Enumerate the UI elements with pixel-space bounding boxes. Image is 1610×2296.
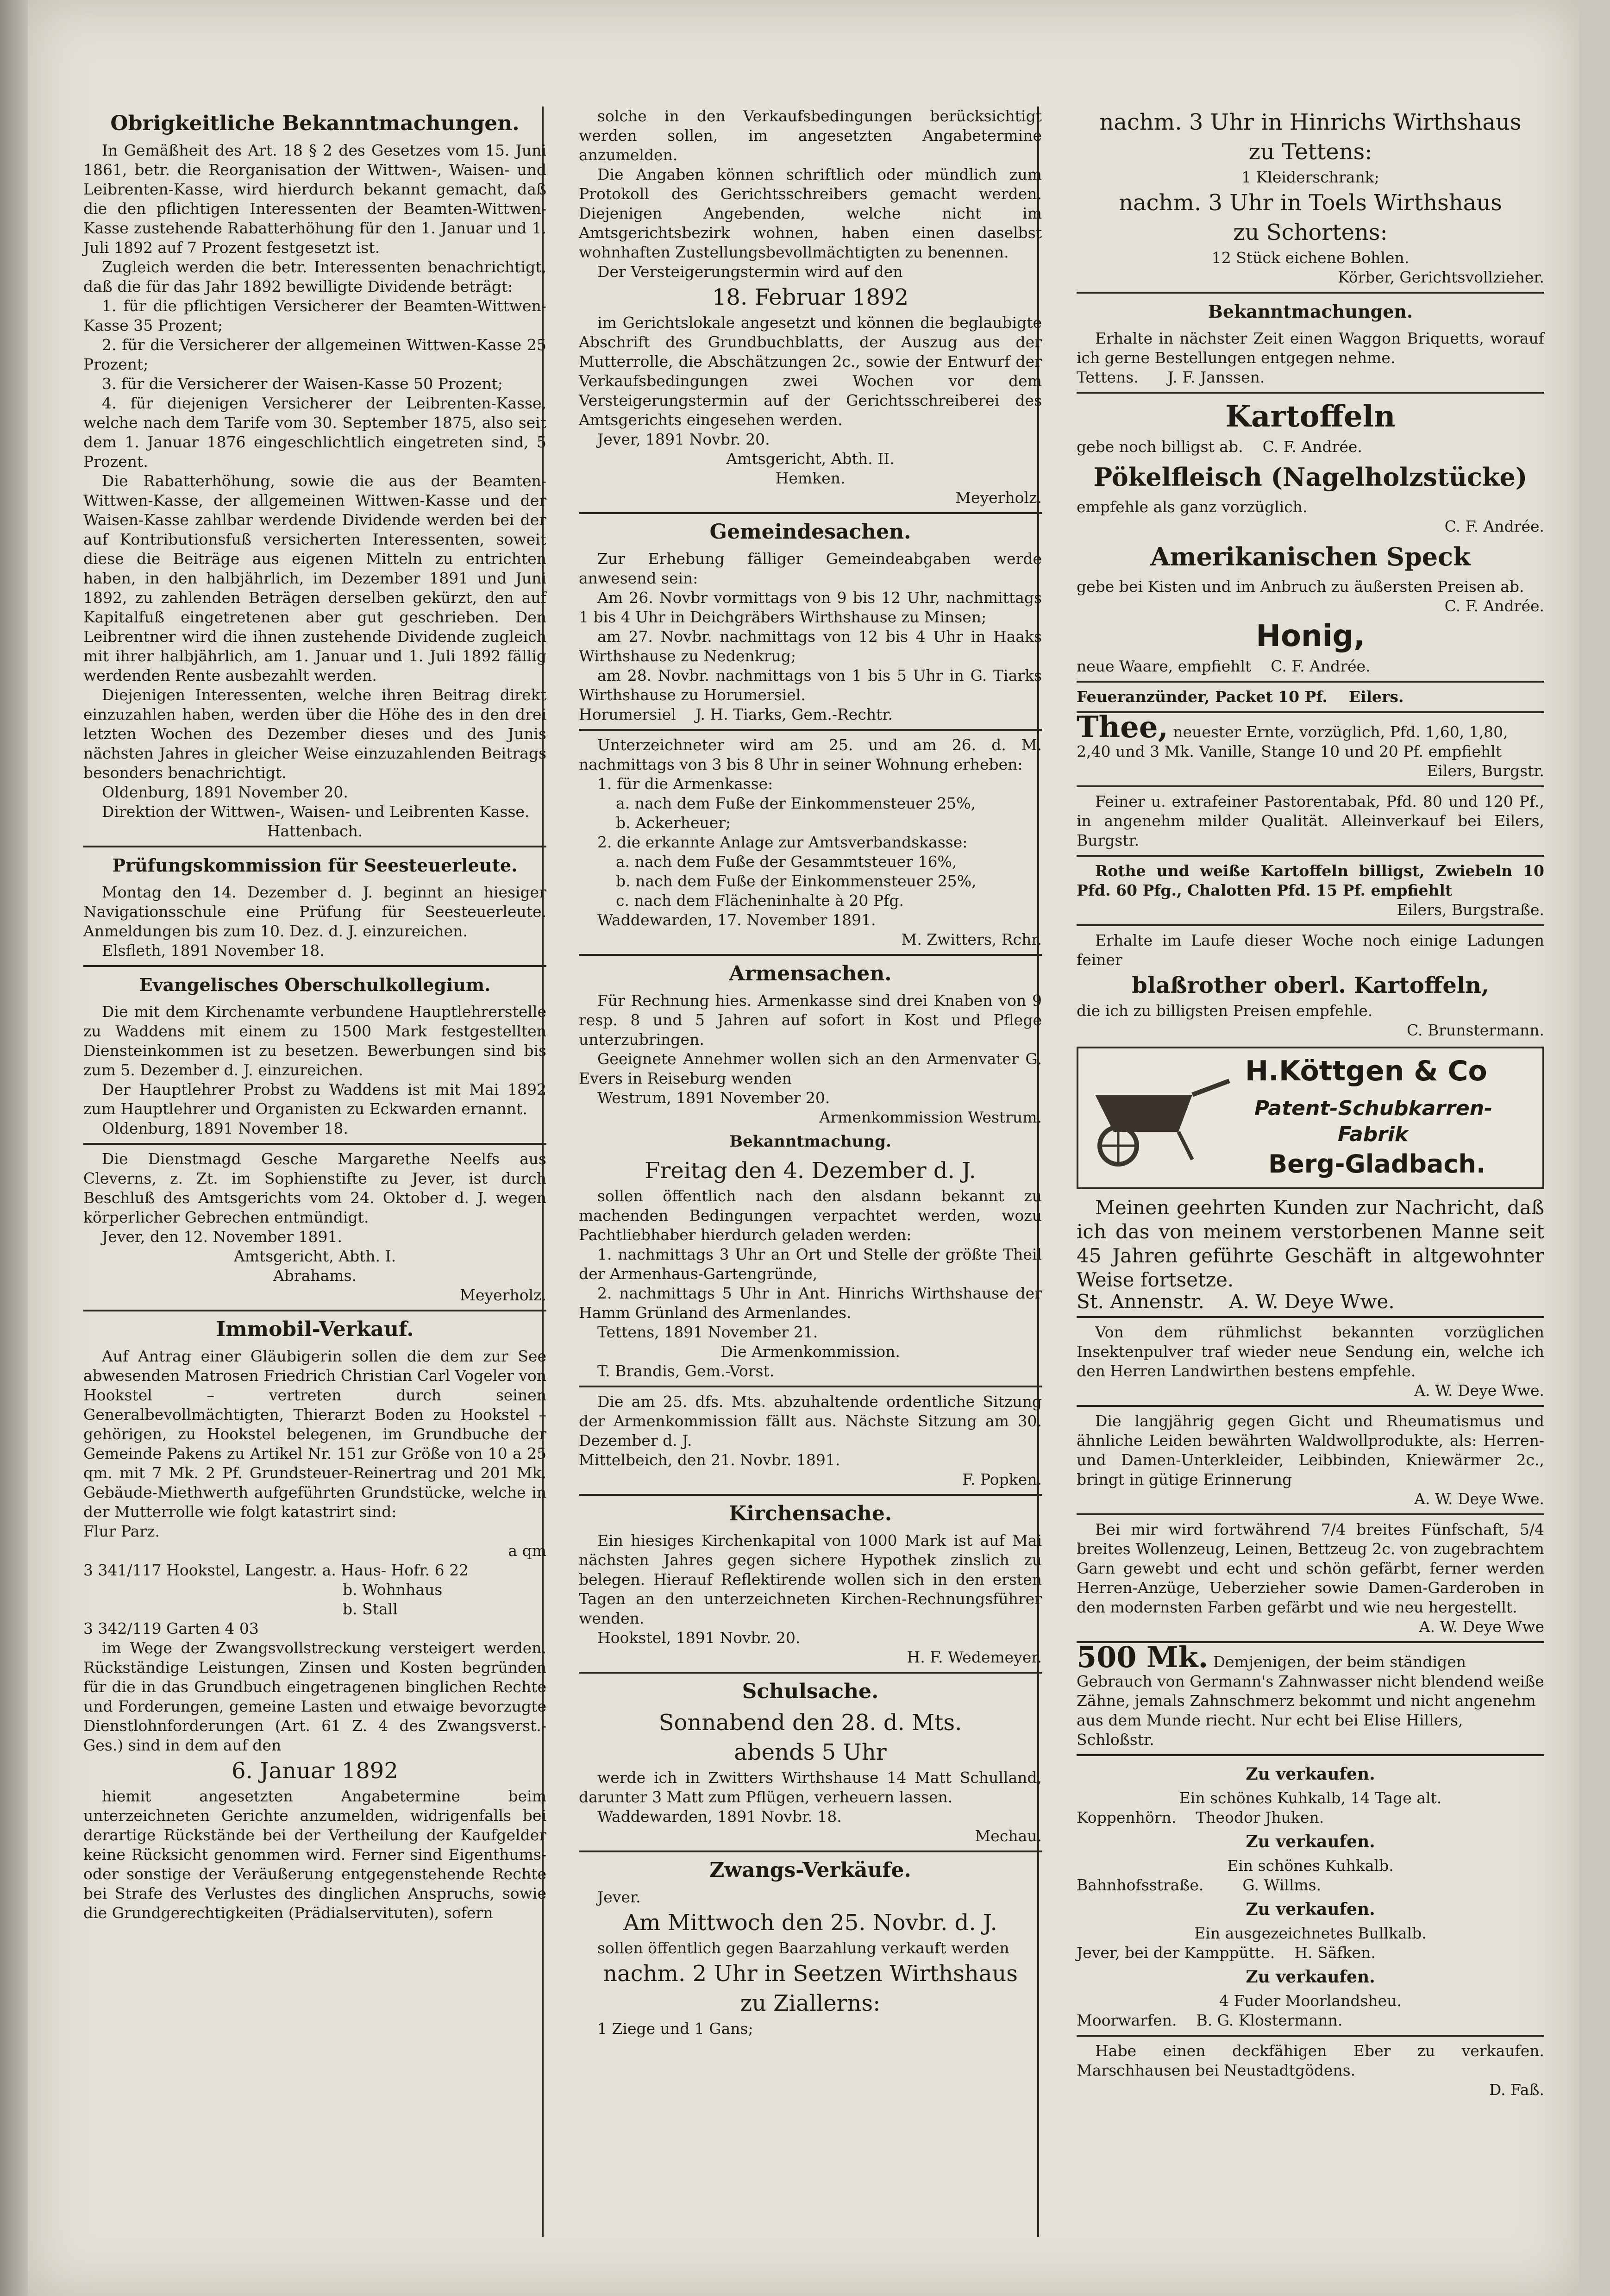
ad-signer: G. Willms. xyxy=(1242,1876,1322,1894)
ad-signer: Eilers, Burgstraße. xyxy=(1397,901,1544,919)
notice-place-large: zu Tettens: xyxy=(1248,139,1372,165)
notice-item: b. Ackerheuer; xyxy=(616,814,731,832)
ad-text xyxy=(1077,710,1544,761)
ad-signer: Theodor Jhuken. xyxy=(1196,1808,1324,1826)
notice-signature: Mechau. xyxy=(975,1827,1042,1845)
ad-text: 4 Fuder Moorlandsheu. xyxy=(1219,1992,1402,2010)
notice-item: 2. die erkannte Anlage zur Amtsverbandskasse: xyxy=(597,833,968,851)
notice-item: 2. für die Versicherer der allgemeinen Wittwen-Kasse 25 Prozent; xyxy=(83,336,546,373)
notice-text: Auf Antrag einer Gläubigerin sollen die dem zur See abwesenden Matrosen Friedrich Christian Carl Vogeler von Hookstel – vertreten durch seinen Generalbevollmächtigten, Thierarzt Boden zu Hookstel – gehörigen, zu Hookstel belegenen, im Grundbuche der Gemeinde Pakens zu Artikel Nr. 151 zur Größe von 10 a 25 qm. mit 7 Mk. 2 Pf. Grundsteuer-Reinertrag und 201 Mk. Gebäude-Miethwerth aufgeführten Grundstücke, welche in der Mutterrolle wie folgt katastrirt sind: xyxy=(83,1347,546,1521)
divider xyxy=(579,729,1042,731)
notice-item: 1. nachmittags 3 Uhr an Ort und Stelle der größte Theil der Armenhaus-Gartengründe, xyxy=(579,1245,1042,1283)
ad-text: Ein schönes Kuhkalb, 14 Tage alt. xyxy=(1179,1789,1442,1807)
table-header: Flur Parz. xyxy=(83,1522,160,1540)
ad-place: Bahnhofsstraße. xyxy=(1077,1876,1204,1894)
section-title: Schulsache. xyxy=(742,1680,879,1703)
ad-title-thee: Thee, xyxy=(1077,710,1168,745)
notice-signature: Körber, Gerichtsvollzieher. xyxy=(1338,268,1544,286)
section-title: Zu verkaufen. xyxy=(1246,1900,1375,1919)
divider xyxy=(1077,1316,1544,1318)
ad-signer: Eilers. xyxy=(1348,688,1404,706)
notice-text: solche in den Verkaufsbedingungen berücksichtigt werden sollen, im angesetzten Angabetermine anzumelden. xyxy=(579,107,1042,164)
notice-time-large: nachm. 2 Uhr in Seetzen Wirthshaus xyxy=(603,1961,1018,1987)
notice-date: Westrum, 1891 November 20. xyxy=(597,1089,830,1107)
notice-text: Ein hiesiges Kirchenkapital von 1000 Mark ist auf Mai nächsten Jahres gegen sichere Hypothek zinslich zu belegen. Hierauf Reflektirende wollen sich in den ersten Tagen an den unterzeichneten Kirchen-Rechnungsführer wenden. xyxy=(579,1531,1042,1627)
ad-text: Von dem rühmlichst bekannten vorzüglichen Insektenpulver traf wieder neue Sendung ein, welche ich den Herren Landwirthen bestens empfehle. xyxy=(1077,1323,1544,1380)
ad-signer: C. Brunstermann. xyxy=(1406,1021,1544,1039)
logo-line: Fabrik xyxy=(1338,1123,1409,1146)
ad-text-part: neue Waare, empfiehlt xyxy=(1077,657,1252,675)
notice-item: 2. nachmittags 5 Uhr in Ant. Hinrichs Wirthshause der Hamm Grünland des Armenlandes. xyxy=(579,1284,1042,1322)
notice-text: Zur Erhebung fälliger Gemeindeabgaben werde anwesend sein: xyxy=(579,550,1042,587)
divider xyxy=(1077,855,1544,857)
notice-org: Armenkommission Westrum. xyxy=(819,1108,1042,1126)
notice-date: Jever, den 12. November 1891. xyxy=(102,1228,343,1246)
ad-text: Feiner u. extrafeiner Pastorentabak, Pfd. 80 und 120 Pf., in angenehm milder Qualität. Alleinverkauf bei Eilers, Burgstr. xyxy=(1077,792,1544,849)
ad-place: Moorwarfen. xyxy=(1077,2011,1177,2029)
section-title: Bekanntmachung. xyxy=(729,1132,891,1151)
ad-text-part: neuester Ernte, vorzüglich, Pfd. 1,60, 1,80, 2,40 und 3 Mk. Vanille, Stange 10 und 20 Pf. empfiehlt xyxy=(1077,723,1508,760)
notice-date-large: 18. Februar 1892 xyxy=(712,284,909,310)
notice-signature: Abrahams. xyxy=(273,1267,357,1285)
divider xyxy=(1077,1513,1544,1515)
notice-text: In Gemäßheit des Art. 18 § 2 des Gesetzes vom 15. Juni 1861, betr. die Reorganisation der Wittwen-, Waisen- und Leibrenten-Kasse, wird hierdurch bekannt gemacht, daß die den pflichtigen Interessenten der Beamten-Wittwen-Kasse zustehende Rabatterhöhung für den 1. Januar und 1. Juli 1892 auf 7 Prozent festgesetzt ist. xyxy=(83,141,546,257)
ad-title-poekelfleisch: Pökelfleisch (Nagelholzstücke) xyxy=(1093,462,1528,492)
ad-title-kartoffeln-2: blaßrother oberl. Kartoffeln, xyxy=(1132,972,1489,998)
ad-place: Koppenhörn. xyxy=(1077,1808,1177,1826)
ad-title-honig: Honig, xyxy=(1256,619,1365,653)
divider xyxy=(579,1386,1042,1387)
notice-signature: T. Brandis, Gem.-Vorst. xyxy=(597,1362,775,1380)
notice-text: am 28. Novbr. nachmittags von 1 bis 5 Uhr in G. Tiarks Wirthshause zu Horumersiel. xyxy=(579,666,1042,704)
notice-place-large: zu Schortens: xyxy=(1233,220,1388,245)
notice-signature: Meyerholz. xyxy=(460,1286,546,1304)
notice-time-large: nachm. 3 Uhr in Toels Wirthshaus xyxy=(1119,190,1502,216)
section-title: Zu verkaufen. xyxy=(1246,1967,1375,1987)
ad-place: Tettens. xyxy=(1077,368,1139,386)
notice-text: werde ich in Zwitters Wirthshause 14 Matt Schulland, darunter 3 Matt zum Pflügen, verheuern lassen. xyxy=(579,1769,1042,1806)
logo-line: Patent-Schubkarren- xyxy=(1254,1097,1493,1120)
ad-signature xyxy=(1077,1808,1544,1827)
notice-text: 12 Stück eichene Bohlen. xyxy=(1211,249,1410,267)
divider xyxy=(83,965,546,967)
notice-date-large: Sonnabend den 28. d. Mts. xyxy=(658,1710,962,1736)
notice-item: 1. für die pflichtigen Versicherer der Beamten-Wittwen-Kasse 35 Prozent; xyxy=(83,297,546,334)
notice-place-large: zu Ziallerns: xyxy=(740,1990,881,2016)
ad-text: die ich zu billigsten Preisen empfehle. xyxy=(1077,1002,1373,1020)
ad-text: Ein schönes Kuhkalb. xyxy=(1227,1857,1394,1875)
notice-org: Direktion der Wittwen-, Waisen- und Leibrenten Kasse. xyxy=(102,803,530,821)
notice-text: Der Hauptlehrer Probst zu Waddens ist mit Mai 1892 zum Hauptlehrer und Organisten zu Eckwarden ernannt. xyxy=(83,1080,546,1118)
ad-text: Rothe und weiße Kartoffeln billigst, Zwiebeln 10 Pfd. 60 Pfg., Chalotten Pfd. 15 Pf. empfiehlt xyxy=(1077,862,1544,899)
notice-signer: J. H. Tiarks, Gem.-Rechtr. xyxy=(695,705,893,723)
wheelbarrow-icon xyxy=(1086,1076,1234,1169)
notice-text: Der Versteigerungstermin wird auf den xyxy=(597,263,903,281)
notice-org: Amtsgericht, Abth. I. xyxy=(233,1247,396,1265)
divider xyxy=(83,846,546,847)
notice-text: hiemit angesetzten Angabetermine beim unterzeichneten Gerichte anzumelden, widrigenfalls bei derartige Rückstände bei der Vertheilung der Kaufgelder keine Rücksicht genommen wird. Ferner sind Eigenthums- oder sonstige der Veräußerung entgegenstehende Rechte bei Strafe des Verlustes des dinglichen Anspruchs, sowie die Grundgerechtigkeiten (Prädialservituten), sofern xyxy=(83,1787,546,1922)
notice-time-large: abends 5 Uhr xyxy=(734,1739,887,1765)
notice-date: Oldenburg, 1891 November 18. xyxy=(102,1119,348,1137)
ad-text xyxy=(1077,687,1544,707)
notice-org: Amtsgericht, Abth. II. xyxy=(726,450,895,468)
notice-place: Horumersiel xyxy=(579,705,676,723)
ad-signer: A. W. Deye Wwe. xyxy=(1414,1381,1544,1399)
ad-text: gebe bei Kisten und im Anbruch zu äußersten Preisen ab. xyxy=(1077,577,1524,596)
notice-text: Geeignete Annehmer wollen sich an den Armenvater G. Evers in Reiseburg wenden xyxy=(579,1050,1042,1087)
notice-item: a. nach dem Fuße der Gesammtsteuer 16%, xyxy=(616,853,957,871)
ad-signer: B. G. Klostermann. xyxy=(1196,2011,1343,2029)
notice-text: am 27. Novbr. nachmittags von 12 bis 4 Uhr in Haaks Wirthshause zu Nedenkrug; xyxy=(579,627,1042,665)
ad-text-part: Demjenigen, der beim ständigen Gebrauch von Germann's Zahnwasser nicht blendend weiße Zähne, jemals Zahnschmerz bekommt und nicht angenehm aus dem Munde riecht. Nur echt bei Elise Hillers, Schloßstr. xyxy=(1077,1653,1544,1749)
notice-signature: H. F. Wedemeyer. xyxy=(907,1648,1042,1666)
notice-date-large: Am Mittwoch den 25. Novbr. d. J. xyxy=(623,1910,997,1936)
notice-item: b. nach dem Fuße der Einkommensteuer 25%, xyxy=(616,872,977,890)
notice-time-large: nachm. 3 Uhr in Hinrichs Wirthshaus xyxy=(1099,109,1522,135)
notice-date: Tettens, 1891 November 21. xyxy=(597,1323,818,1341)
table-row: 3 342/119 Garten 4 03 xyxy=(83,1619,259,1637)
notice-text: Die Rabatterhöhung, sowie die aus der Beamten-Wittwen-Kasse, der allgemeinen Wittwen-Kasse und der Waisen-Kasse zahlbar werdende Dividende werden bei der auf Kontributionsfuß versicherten Interessenten, soweit diese die Beiträge aus eigenen Mitteln zu entrichten haben, in den halbjährlich, im Dezember 1891 und Juni 1892, zu zahlenden Beträgen derselben gekürzt, den auf Kapitalfuß eingetretenen aber gut geschrieben. Den Leibrentner wird die ihnen zustehende Dividende zugleich mit ihrer halbjährlich, am 1. Januar und 1. Juli 1892 fällig werdenden Rente ausbezahlt werden. xyxy=(83,472,546,684)
notice-signature: F. Popken. xyxy=(962,1470,1042,1488)
notice-date: Hookstel, 1891 Novbr. 20. xyxy=(597,1629,801,1647)
notice-date: Elsfleth, 1891 November 18. xyxy=(102,941,325,960)
notice-item: 3. für die Versicherer der Waisen-Kasse 50 Prozent; xyxy=(102,375,503,393)
notice-text: Die am 25. dfs. Mts. abzuhaltende ordentliche Sitzung der Armenkommission fällt aus. Nächste Sitzung am 30. Dezember d. J. xyxy=(579,1393,1042,1449)
section-title: Zu verkaufen. xyxy=(1246,1764,1375,1784)
ad-signer: A. W. Deye Wwe xyxy=(1419,1618,1544,1636)
notice-item: 4. für diejenigen Versicherer der Leibrenten-Kasse, welche nach dem Tarife vom 30. September 1875, also seit dem 1. Januar 1876 eingeschlichtlich eingetreten sind, 5 Prozent. xyxy=(83,394,546,470)
notice-text: Montag den 14. Dezember d. J. beginnt an hiesiger Navigationsschule eine Prüfung für Seesteuerleute. Anmeldungen bis zum 10. Dez. d. J. einzureichen. xyxy=(83,883,546,940)
notice-text: Für Rechnung hies. Armenkasse sind drei Knaben von 9 resp. 8 und 5 Jahren auf sofort in Kost und Pflege unterzubringen. xyxy=(579,991,1042,1048)
ad-signer: C. F. Andrée. xyxy=(1444,597,1544,615)
notice-date: Jever, 1891 Novbr. 20. xyxy=(597,430,770,448)
ad-text-part: gebe noch billigst ab. xyxy=(1077,438,1243,456)
divider xyxy=(1077,392,1544,394)
ad-signature xyxy=(1077,2011,1544,2030)
notice-item: a. nach dem Fuße der Einkommensteuer 25%, xyxy=(616,794,976,812)
ad-signer: C. F. Andrée. xyxy=(1444,517,1544,535)
ad-signer: A. W. Deye Wwe. xyxy=(1414,1490,1544,1508)
section-title: Kirchensache. xyxy=(728,1502,892,1525)
ad-signer: Eilers, Burgstr. xyxy=(1427,762,1544,780)
notice-signature: M. Zwitters, Rchr. xyxy=(901,930,1042,948)
notice-text: Zugleich werden die betr. Interessenten benachrichtigt, daß die für das Jahr 1892 bewilligte Dividende beträgt: xyxy=(83,258,546,295)
notice-date-large: 6. Januar 1892 xyxy=(232,1758,398,1784)
divider xyxy=(1077,1405,1544,1407)
section-title: Immobil-Verkauf. xyxy=(216,1317,414,1341)
divider xyxy=(1077,924,1544,926)
ad-signer: C. F. Andrée. xyxy=(1262,438,1362,456)
ad-signature xyxy=(1077,1292,1544,1311)
notice-text: Die Angaben können schriftlich oder mündlich zum Protokoll des Gerichtsschreibers gemacht werden. Diejenigen Angebenden, welche nicht im Amtsgerichtsbezirk wohnen, haben einen daselbst wohnhaften Zustellungsbevollmächtigten zu benennen. xyxy=(579,165,1042,261)
notice-text: 1 Ziege und 1 Gans; xyxy=(597,2020,753,2038)
notice-org: Die Armenkommission. xyxy=(720,1342,900,1361)
ad-text: Ein ausgezeichnetes Bullkalb. xyxy=(1194,1924,1427,1942)
ad-signer: J. F. Janssen. xyxy=(1167,368,1265,386)
ad-place: St. Annenstr. xyxy=(1077,1290,1204,1313)
notice-date-large: Freitag den 4. Dezember d. J. xyxy=(645,1158,976,1184)
notice-place: Jever. xyxy=(597,1888,641,1906)
section-title: Prüfungskommission für Seesteuerleute. xyxy=(112,855,518,876)
koettgen-logo xyxy=(1077,1047,1544,1189)
ad-text: Habe einen deckfähigen Eber zu verkaufen. Marschhausen bei Neustadtgödens. xyxy=(1077,2042,1544,2079)
divider xyxy=(579,1672,1042,1674)
section-title: Zu verkaufen. xyxy=(1246,1832,1375,1851)
divider xyxy=(83,1310,546,1311)
divider xyxy=(1077,2035,1544,2037)
notice-signature: Meyerholz. xyxy=(955,489,1042,507)
section-title: Bekanntmachungen. xyxy=(1208,301,1413,322)
ad-text: Bei mir wird fortwährend 7/4 breites Fünfschaft, 5/4 breites Wollenzeug, Leinen, Bettzeug 2c. von zugebrachtem Garn gewebt und echt und schön gefärbt, ferner werden Herren-Anzüge, Ueberzieher sowie Damen-Garderoben in den modernsten Farben gefärbt und wie neu hergestellt. xyxy=(1077,1520,1544,1616)
notice-signature: Hattenbach. xyxy=(267,822,363,840)
column-3 xyxy=(1077,107,1544,2100)
notice-text: 1 Kleiderschrank; xyxy=(1241,168,1379,186)
ad-text xyxy=(1077,657,1544,676)
notice-signature xyxy=(579,705,1042,724)
ad-signature xyxy=(1077,1876,1544,1895)
ad-text: Erhalte in nächster Zeit einen Waggon Briquetts, worauf ich gerne Bestellungen entgegen nehme. xyxy=(1077,329,1544,367)
divider xyxy=(579,1494,1042,1496)
divider xyxy=(579,1851,1042,1852)
notice-date: Waddewarden, 17. November 1891. xyxy=(597,911,876,929)
notice-text: Die Dienstmagd Gesche Margarethe Neelfs aus Cleverns, z. Zt. im Sophienstifte zu Jever, ist durch Beschluß des Amtsgerichts vom 24. Oktober d. J. wegen körperlicher Gebrechen entmündigt. xyxy=(83,1150,546,1226)
ad-signer: H. Säfken. xyxy=(1294,1944,1376,1962)
ad-signer: C. F. Andrée. xyxy=(1271,657,1371,675)
notice-text: Diejenigen Interessenten, welche ihren Beitrag direkt einzuzahlen haben, werden über die Höhe des in den drei letzten Wochen des Dezember dieses und des Junis nächsten Jahres in gleicher Weise einzuzahlenden Beitrags besonders benachrichtigt. xyxy=(83,686,546,782)
ad-text: empfehle als ganz vorzüglich. xyxy=(1077,498,1308,516)
notice-date: Mittelbeich, den 21. Novbr. 1891. xyxy=(579,1451,840,1469)
divider xyxy=(579,954,1042,956)
ad-signer: A. W. Deye Wwe. xyxy=(1229,1290,1395,1313)
divider xyxy=(1077,1754,1544,1756)
notice-text: im Wege der Zwangsvollstreckung versteigert werden. Rückständige Leistungen, Zinsen und Kosten begründen für die in das Grundbuch eingetragenen binglichen Rechte und Forderungen, gemeine Lasten und etwaige bevorzugte Dienstlohnforderungen (Art. 61 Z. 4 des Zwangsverst.-Ges.) sind in dem auf den xyxy=(83,1639,546,1754)
notice-signature: Hemken. xyxy=(775,469,846,487)
notice-text: Am 26. Novbr vormittags von 9 bis 12 Uhr, nachmittags 1 bis 4 Uhr in Deichgräbers Wirthshause zu Minsen; xyxy=(579,589,1042,626)
divider xyxy=(579,512,1042,514)
table-row: 3 341/117 Hookstel, Langestr. a. Haus- Hofr. 6 22 xyxy=(83,1561,469,1579)
ad-text: Erhalte im Laufe dieser Woche noch einige Ladungen feiner xyxy=(1077,931,1544,969)
section-title: Evangelisches Oberschulkollegium. xyxy=(139,974,491,995)
ad-place: Jever, bei der Kamppütte. xyxy=(1077,1944,1275,1962)
notice-text: sollen öffentlich nach den alsdann bekannt zu machenden Bedingungen verpachtet werden, wozu Pachtliebhaber hierdurch geladen werden: xyxy=(579,1187,1042,1244)
divider xyxy=(1077,785,1544,787)
section-title: Gemeindesachen. xyxy=(709,520,911,544)
ad-text xyxy=(1077,1640,1544,1750)
ad-signature xyxy=(1077,1943,1544,1963)
notice-date: Waddewarden, 1891 Novbr. 18. xyxy=(597,1807,842,1826)
column-2 xyxy=(579,107,1042,2039)
notice-text: Unterzeichneter wird am 25. und am 26. d. M. nachmittags von 3 bis 8 Uhr in seiner Wohnung erheben: xyxy=(579,736,1042,773)
notice-text: sollen öffentlich gegen Baarzahlung verkauft werden xyxy=(597,1939,1009,1957)
table-unit: a qm xyxy=(508,1542,546,1560)
divider xyxy=(83,1143,546,1145)
ad-text: Meinen geehrten Kunden zur Nachricht, daß ich das von meinem verstorbenen Manne seit 45 Jahren geführte Geschäft in altgewohnter Weise fortsetze. xyxy=(1077,1196,1544,1291)
divider xyxy=(1077,681,1544,683)
ad-text: Die langjährig gegen Gicht und Rheumatismus und ähnliche Leiden bewährten Waldwollprodukte, als: Herren- und Damen-Unterkleider, Leibbinden, Kniewärmer 2c., bringt in gütige Erinnerung xyxy=(1077,1412,1544,1488)
notice-item: c. nach dem Flächeninhalte à 20 Pfg. xyxy=(616,891,904,910)
ad-title-kartoffeln: Kartoffeln xyxy=(1225,399,1396,434)
newspaper-page xyxy=(28,0,1579,2296)
notice-text: im Gerichtslokale angesetzt und können die beglaubigte Abschrift des Grundbuchblatts, der Auszug aus der Mutterrolle, die Abschätzungen 2c., sowie der Entwurf der Verkaufsbedingungen zwei Wochen vor dem Versteigerungstermin auf der Gerichtsschreiberei des Amtsgerichts eingesehen werden. xyxy=(579,314,1042,429)
table-row: b. Stall xyxy=(343,1600,398,1618)
logo-city: Berg-Gladbach. xyxy=(1268,1149,1486,1179)
ad-title-500: 500 Mk. xyxy=(1077,1640,1209,1674)
divider xyxy=(1077,292,1544,294)
ad-signer: D. Faß. xyxy=(1489,2081,1544,2099)
notice-text: Die mit dem Kirchenamte verbundene Hauptlehrerstelle zu Waddens mit einem zu 1500 Mark festgestellten Diensteinkommen ist zu besetzen. Bewerbungen sind bis zum 5. Dezember d. J. einzureichen. xyxy=(83,1003,546,1079)
ad-text xyxy=(1077,437,1544,457)
section-title: Obrigkeitliche Bekanntmachungen. xyxy=(110,112,520,135)
section-title: Zwangs-Verkäufe. xyxy=(709,1858,911,1882)
ad-text-part: Feueranzünder, Packet 10 Pf. xyxy=(1077,688,1328,706)
notice-item: 1. für die Armenkasse: xyxy=(597,775,773,793)
section-title: Armensachen. xyxy=(729,962,892,985)
table-row: b. Wohnhaus xyxy=(343,1581,443,1599)
column-1 xyxy=(83,107,546,1923)
ad-signature xyxy=(1077,368,1544,387)
logo-company-name: H.Köttgen & Co xyxy=(1245,1055,1487,1087)
notice-date: Oldenburg, 1891 November 20. xyxy=(102,783,348,801)
ad-title-speck: Amerikanischen Speck xyxy=(1150,542,1471,571)
